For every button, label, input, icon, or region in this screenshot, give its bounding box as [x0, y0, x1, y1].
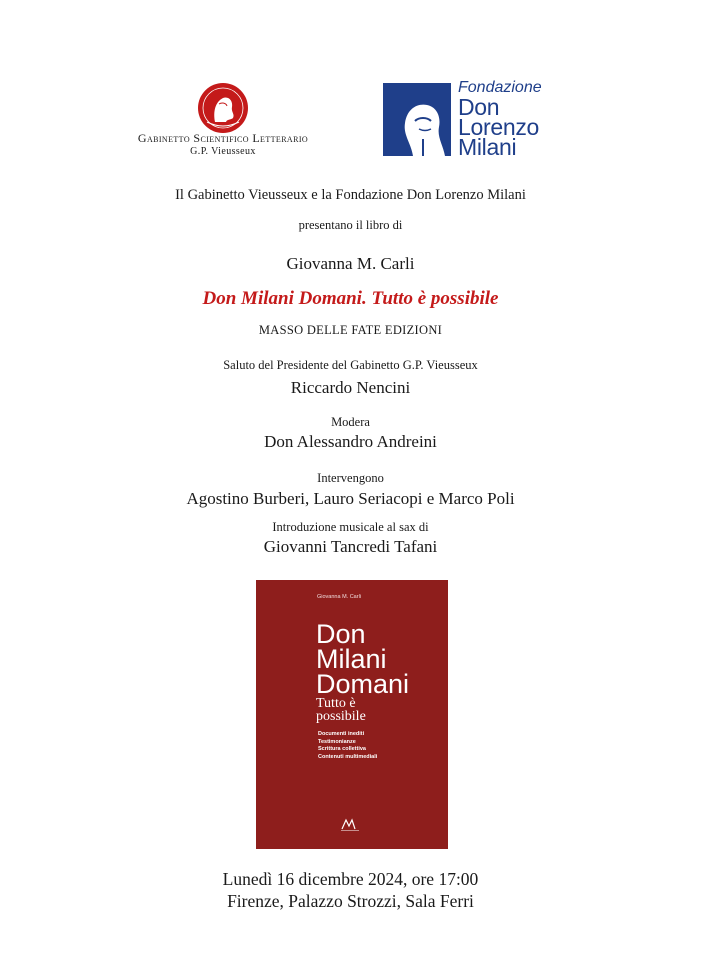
- cover-list-item: Contenuti multimediali: [318, 753, 378, 760]
- fondazione-line1: Fondazione: [458, 79, 542, 96]
- cover-contents-list: [318, 731, 377, 761]
- publisher-name: MASSO DELLE FATE EDIZIONI: [258, 323, 443, 337]
- music-name: Giovanni Tancredi Tafani: [263, 537, 438, 556]
- vieusseux-line2: G.P. Vieusseux: [190, 146, 256, 157]
- present-text: presentano il libro di: [298, 218, 403, 232]
- cover-subtitle-line2: possibile: [316, 709, 366, 724]
- fondazione-logo-text: [458, 79, 542, 160]
- cover-author: Giovanna M. Carli: [317, 594, 362, 600]
- cover-title-line1: Don: [316, 619, 366, 649]
- speakers-label: Intervengono: [317, 471, 384, 485]
- portrait-photo-icon: [383, 83, 451, 156]
- vieusseux-logo-text: [120, 131, 326, 159]
- event-place: Firenze, Palazzo Strozzi, Sala Ferri: [227, 891, 474, 911]
- portrait-seal-icon: [197, 82, 249, 134]
- cover-title-line3: Domani: [316, 669, 410, 699]
- greeting-name: Riccardo Nencini: [290, 378, 411, 397]
- intro-text: Il Gabinetto Vieusseux e la Fondazione Don Lorenzo Milani: [175, 187, 526, 203]
- moderator-label: Modera: [331, 415, 370, 429]
- cover-title: [316, 619, 410, 699]
- speakers-names: Agostino Burberi, Lauro Seriacopi e Marco Poli: [186, 489, 515, 508]
- fondazione-line3: Lorenzo: [458, 114, 540, 140]
- fondazione-line2: Don: [458, 94, 500, 120]
- cover-list-item: Testimonianze: [318, 738, 356, 745]
- vieusseux-line1: Gabinetto Scientifico Letterario: [137, 131, 309, 145]
- music-label: Introduzione musicale al sax di: [272, 520, 429, 534]
- moderator-name: Don Alessandro Andreini: [264, 432, 437, 451]
- author-name: Giovanna M. Carli: [286, 254, 415, 273]
- book-title: Don Milani Domani. Tutto è possibile: [202, 288, 499, 309]
- cover-list-item: Documenti inediti: [318, 731, 365, 737]
- cover-list-item: Scrittura collettiva: [318, 746, 366, 752]
- book-cover: [256, 580, 448, 849]
- cover-title-line2: Milani: [316, 644, 387, 674]
- greeting-label: Saluto del Presidente del Gabinetto G.P. Vieusseux: [223, 358, 478, 372]
- cover-subtitle: [316, 697, 366, 723]
- event-date: Lunedì 16 dicembre 2024, ore 17:00: [222, 869, 479, 889]
- cover-subtitle-line1: Tutto è: [316, 696, 356, 711]
- fondazione-line4: Milani: [458, 134, 517, 160]
- publisher-logo-icon: [340, 817, 360, 833]
